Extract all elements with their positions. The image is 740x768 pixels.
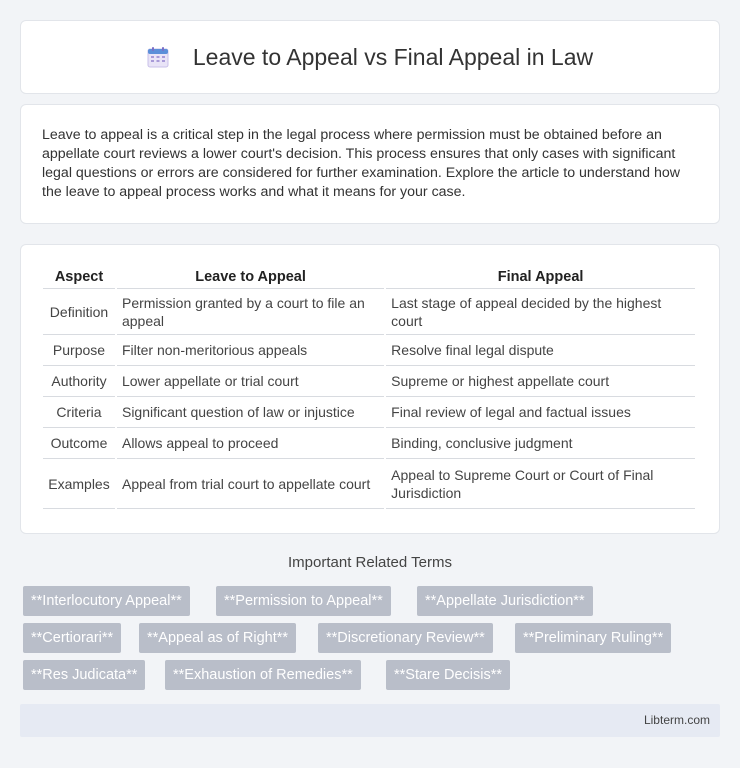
table-cell: Outcome (43, 428, 115, 459)
table-cell: Significant question of law or injustice (117, 397, 384, 428)
column-header: Final Appeal (386, 265, 695, 289)
table-row (43, 289, 695, 335)
related-term-tag[interactable]: **Discretionary Review** (318, 623, 493, 653)
related-term-tag[interactable]: **Interlocutory Appeal** (23, 586, 190, 616)
table-cell: Appeal to Supreme Court or Court of Final Jurisdiction (386, 459, 695, 509)
column-header: Leave to Appeal (117, 265, 384, 289)
table-cell: Authority (43, 366, 115, 397)
related-term-tag[interactable]: **Res Judicata** (23, 660, 145, 690)
related-term-tag[interactable]: **Appellate Jurisdiction** (417, 586, 593, 616)
table-cell: Appeal from trial court to appellate court (117, 459, 384, 509)
table-cell: Lower appellate or trial court (117, 366, 384, 397)
comparison-table (41, 265, 697, 509)
related-term-tag[interactable]: **Exhaustion of Remedies** (165, 660, 361, 690)
table-cell: Allows appeal to proceed (117, 428, 384, 459)
table-cell: Supreme or highest appellate court (386, 366, 695, 397)
related-term-tag[interactable]: **Stare Decisis** (386, 660, 510, 690)
table-cell: Resolve final legal dispute (386, 335, 695, 366)
related-term-tag[interactable]: **Permission to Appeal** (216, 586, 391, 616)
intro-card (20, 104, 720, 224)
table-cell: Definition (43, 289, 115, 335)
table-cell: Final review of legal and factual issues (386, 397, 695, 428)
table-row (43, 397, 695, 428)
related-terms-title: Important Related Terms (288, 554, 452, 571)
related-term-tag[interactable]: **Appeal as of Right** (139, 623, 296, 653)
table-cell: Filter non-meritorious appeals (117, 335, 384, 366)
related-term-tag[interactable]: **Preliminary Ruling** (515, 623, 671, 653)
column-header: Aspect (43, 265, 115, 289)
intro-text: Leave to appeal is a critical step in the legal process where permission must be obtained before an appellate court reviews a lower court's decision. This process ensures that only cases with significant legal questions or errors are considered for further examination. Explore the article to understand how the leave to appeal process works and what it means for your case. (42, 127, 680, 200)
calendar-icon (147, 46, 169, 68)
table-cell: Criteria (43, 397, 115, 428)
table-cell: Last stage of appeal decided by the highest court (386, 289, 695, 335)
page-title: Leave to Appeal vs Final Appeal in Law (192, 43, 594, 70)
table-cell: Purpose (43, 335, 115, 366)
table-row (43, 335, 695, 366)
table-row (43, 428, 695, 459)
footer (20, 704, 720, 737)
footer-site-link[interactable]: Libterm.com (643, 713, 710, 727)
related-term-tag[interactable]: **Certiorari** (23, 623, 121, 653)
table-cell: Binding, conclusive judgment (386, 428, 695, 459)
table-header-row (43, 265, 695, 289)
title-card (20, 20, 720, 94)
table-cell: Permission granted by a court to file an appeal (117, 289, 384, 335)
table-row (43, 366, 695, 397)
table-cell: Examples (43, 459, 115, 509)
comparison-card (20, 244, 720, 534)
table-row (43, 459, 695, 509)
